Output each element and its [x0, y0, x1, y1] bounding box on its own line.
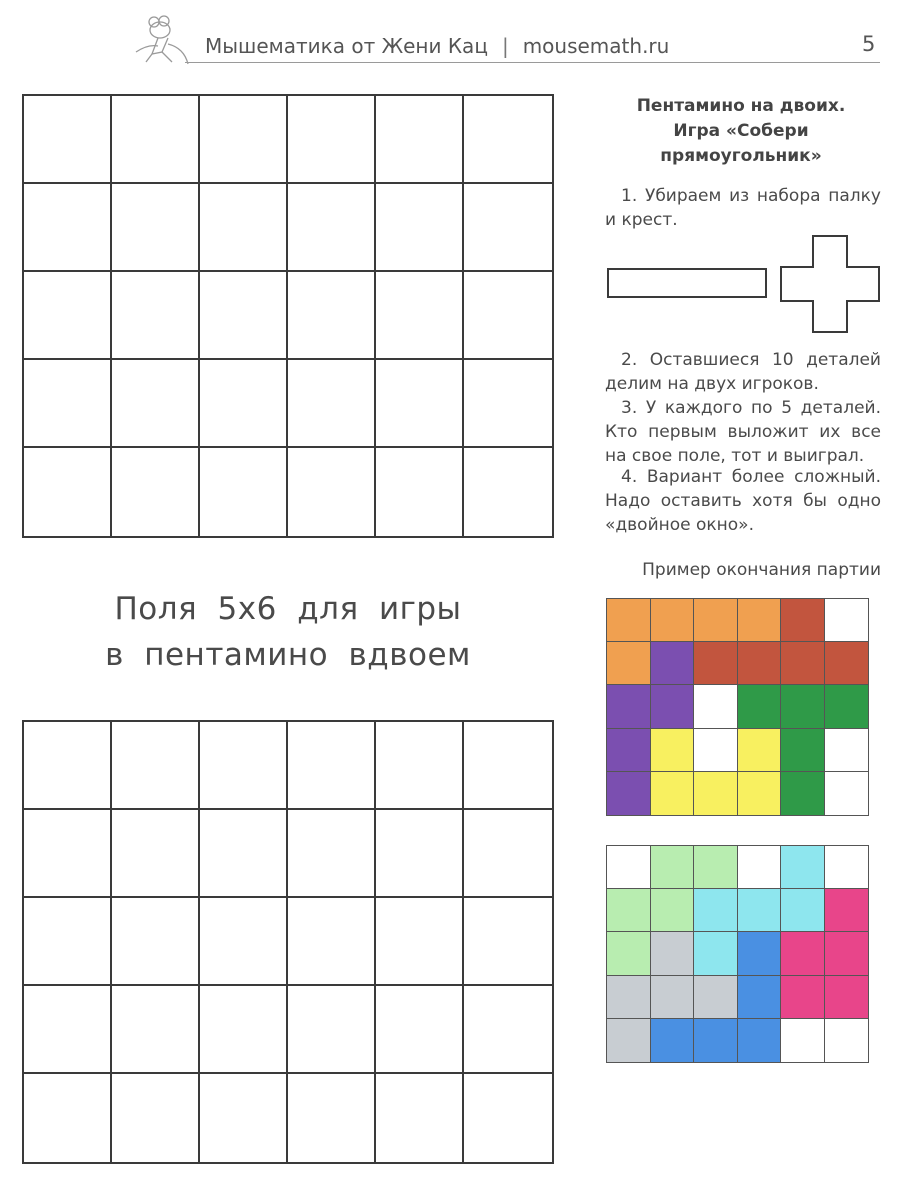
board-cell: [694, 685, 738, 728]
board-cell: [738, 846, 782, 889]
rules-title-line3: прямоугольник»: [660, 146, 822, 166]
grid-cell: [376, 898, 464, 986]
empty-grid-bottom: [22, 720, 554, 1164]
board-cell: [825, 642, 869, 685]
board-cell: [607, 846, 651, 889]
board-cell: [651, 599, 695, 642]
board-cell: [694, 889, 738, 932]
board-cell: [738, 976, 782, 1019]
board-cell: [651, 846, 695, 889]
board-cell: [825, 729, 869, 772]
grid-cell: [464, 898, 552, 986]
center-title-line1: Поля 5х6 для игры: [114, 591, 462, 627]
board-cell: [781, 889, 825, 932]
board-cell: [781, 772, 825, 815]
board-cell: [694, 846, 738, 889]
grid-cell: [112, 986, 200, 1074]
board-cell: [825, 1019, 869, 1062]
board-cell: [651, 1019, 695, 1062]
grid-cell: [288, 810, 376, 898]
grid-cell: [24, 448, 112, 536]
board-cell: [738, 772, 782, 815]
grid-cell: [376, 272, 464, 360]
grid-cell: [464, 1074, 552, 1162]
grid-cell: [200, 986, 288, 1074]
board-cell: [694, 729, 738, 772]
board-cell: [738, 932, 782, 975]
board-cell: [694, 976, 738, 1019]
grid-cell: [112, 448, 200, 536]
board-cell: [781, 1019, 825, 1062]
board-cell: [651, 889, 695, 932]
board-cell: [738, 889, 782, 932]
board-cell: [825, 599, 869, 642]
grid-cell: [288, 986, 376, 1074]
grid-cell: [24, 810, 112, 898]
board-cell: [781, 685, 825, 728]
board-cell: [781, 976, 825, 1019]
board-cell: [781, 642, 825, 685]
board-cell: [781, 846, 825, 889]
grid-cell: [376, 184, 464, 272]
grid-cell: [112, 810, 200, 898]
board-cell: [607, 889, 651, 932]
grid-cell: [24, 722, 112, 810]
board-cell: [607, 1019, 651, 1062]
grid-cell: [288, 1074, 376, 1162]
grid-cell: [288, 272, 376, 360]
board-cell: [651, 729, 695, 772]
board-cell: [607, 685, 651, 728]
board-cell: [607, 976, 651, 1019]
grid-cell: [24, 986, 112, 1074]
rule-3: 3. У каждого по 5 деталей. Кто первым выложит их все на свое поле, тот и выиграл.: [605, 398, 881, 466]
grid-cell: [288, 360, 376, 448]
grid-cell: [464, 184, 552, 272]
example-board-1: [606, 598, 869, 816]
board-cell: [607, 932, 651, 975]
grid-cell: [24, 96, 112, 184]
grid-cell: [24, 898, 112, 986]
grid-cell: [288, 898, 376, 986]
stick-pentomino-icon: [607, 268, 767, 298]
grid-cell: [376, 722, 464, 810]
board-cell: [607, 772, 651, 815]
grid-cell: [464, 722, 552, 810]
board-cell: [738, 685, 782, 728]
grid-cell: [200, 272, 288, 360]
grid-cell: [112, 898, 200, 986]
header-divider: [185, 62, 880, 63]
header-site-link[interactable]: mousemath.ru: [522, 34, 670, 58]
board-cell: [607, 729, 651, 772]
rule-2: 2. Оставшиеся 10 деталей делим на двух игроков.: [605, 350, 881, 394]
board-cell: [738, 642, 782, 685]
board-cell: [694, 599, 738, 642]
example-board-2: [606, 845, 869, 1063]
grid-cell: [376, 448, 464, 536]
board-cell: [738, 729, 782, 772]
board-cell: [694, 642, 738, 685]
rules-title: [600, 94, 882, 169]
grid-cell: [288, 722, 376, 810]
header-separator: |: [501, 34, 509, 58]
header-title: [205, 34, 669, 58]
board-cell: [738, 1019, 782, 1062]
board-cell: [825, 976, 869, 1019]
grid-cell: [200, 96, 288, 184]
center-title-line2: в пентамино вдвоем: [105, 637, 471, 673]
header-book-title: Мышематика от Жени Кац: [205, 34, 488, 58]
grid-cell: [376, 360, 464, 448]
grid-cell: [200, 810, 288, 898]
grid-cell: [288, 184, 376, 272]
rules-title-line2: Игра «Собери: [673, 121, 809, 141]
grid-cell: [376, 810, 464, 898]
grid-cell: [24, 184, 112, 272]
board-cell: [825, 846, 869, 889]
board-cell: [825, 889, 869, 932]
grid-cell: [376, 986, 464, 1074]
example-label: Пример окончания партии: [642, 560, 881, 580]
board-cell: [651, 642, 695, 685]
grid-cell: [200, 722, 288, 810]
grid-cell: [200, 448, 288, 536]
board-cell: [651, 932, 695, 975]
board-cell: [694, 772, 738, 815]
grid-cell: [112, 1074, 200, 1162]
rule-4: 4. Вариант более сложный. Надо оставить хотя бы одно «двойное окно».: [605, 467, 881, 535]
grid-cell: [464, 986, 552, 1074]
rules-title-line1: Пентамино на двоих.: [636, 96, 846, 116]
grid-cell: [200, 184, 288, 272]
grid-cell: [112, 184, 200, 272]
board-cell: [651, 772, 695, 815]
board-cell: [651, 685, 695, 728]
board-cell: [825, 772, 869, 815]
grid-cell: [200, 360, 288, 448]
grid-cell: [112, 722, 200, 810]
board-cell: [694, 1019, 738, 1062]
grid-cell: [112, 272, 200, 360]
board-cell: [781, 599, 825, 642]
board-cell: [651, 976, 695, 1019]
page-number: 5: [862, 32, 876, 56]
grid-cell: [24, 360, 112, 448]
board-cell: [825, 685, 869, 728]
grid-cell: [376, 96, 464, 184]
grid-cell: [464, 360, 552, 448]
grid-cell: [464, 96, 552, 184]
board-cell: [607, 599, 651, 642]
grid-cell: [376, 1074, 464, 1162]
board-cell: [694, 932, 738, 975]
grid-cell: [464, 810, 552, 898]
board-cell: [825, 932, 869, 975]
grid-cell: [200, 898, 288, 986]
grid-cell: [112, 360, 200, 448]
rule-1: 1. Убираем из набора палку и крест.: [605, 186, 881, 230]
grid-cell: [200, 1074, 288, 1162]
empty-grid-top: [22, 94, 554, 538]
cross-pentomino-icon: [780, 235, 880, 333]
board-cell: [781, 932, 825, 975]
grid-cell: [24, 272, 112, 360]
grid-cell: [288, 96, 376, 184]
grid-cell: [464, 448, 552, 536]
grid-cell: [288, 448, 376, 536]
grid-cell: [464, 272, 552, 360]
grid-cell: [112, 96, 200, 184]
mouse-mascot-icon: [128, 8, 198, 68]
board-cell: [738, 599, 782, 642]
board-cell: [781, 729, 825, 772]
board-cell: [607, 642, 651, 685]
center-title: [22, 586, 554, 678]
grid-cell: [24, 1074, 112, 1162]
